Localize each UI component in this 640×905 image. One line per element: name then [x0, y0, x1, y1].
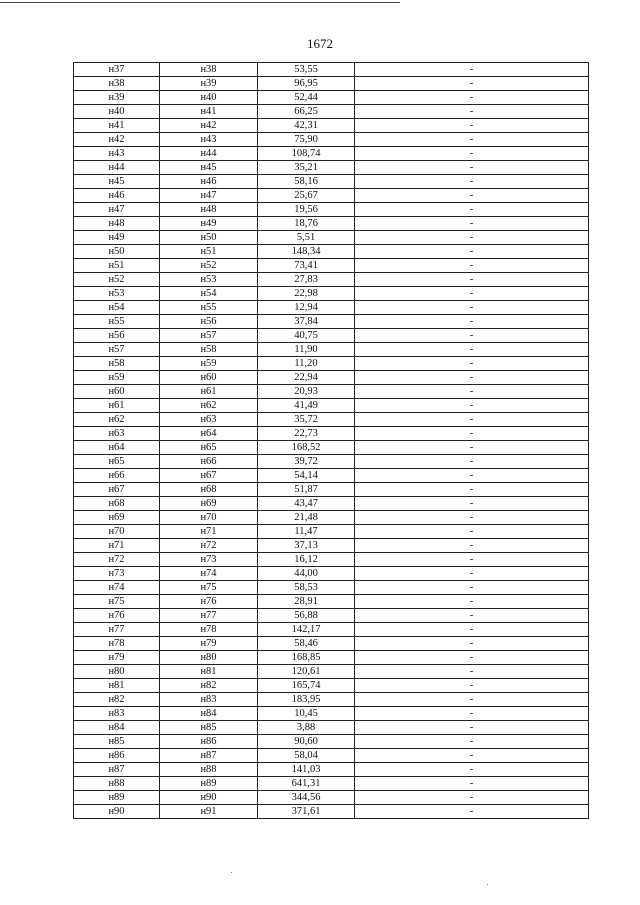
note-cell: -: [355, 441, 589, 455]
note-cell: -: [355, 189, 589, 203]
point-from-cell: н79: [74, 651, 160, 665]
point-to-cell: н39: [160, 77, 258, 91]
point-from-cell: н71: [74, 539, 160, 553]
distance-cell: 3,88: [258, 721, 355, 735]
table-row: [74, 273, 589, 287]
note-cell: -: [355, 525, 589, 539]
point-to-cell: н59: [160, 357, 258, 371]
point-from-cell: н65: [74, 455, 160, 469]
point-from-cell: н66: [74, 469, 160, 483]
point-from-cell: н87: [74, 763, 160, 777]
note-cell: -: [355, 567, 589, 581]
point-from-cell: н55: [74, 315, 160, 329]
table-row: [74, 763, 589, 777]
table-row: [74, 217, 589, 231]
table-row: [74, 441, 589, 455]
point-to-cell: н51: [160, 245, 258, 259]
boundary-points-table: [73, 62, 589, 819]
point-from-cell: н42: [74, 133, 160, 147]
note-cell: -: [355, 511, 589, 525]
table-row: [74, 413, 589, 427]
point-to-cell: н55: [160, 301, 258, 315]
table-row: [74, 805, 589, 819]
note-cell: -: [355, 623, 589, 637]
distance-cell: 58,16: [258, 175, 355, 189]
table-row: [74, 203, 589, 217]
distance-cell: 19,56: [258, 203, 355, 217]
table-row: [74, 329, 589, 343]
distance-cell: 43,47: [258, 497, 355, 511]
point-to-cell: н54: [160, 287, 258, 301]
note-cell: -: [355, 483, 589, 497]
point-from-cell: н49: [74, 231, 160, 245]
point-from-cell: н48: [74, 217, 160, 231]
point-to-cell: н64: [160, 427, 258, 441]
point-to-cell: н88: [160, 763, 258, 777]
note-cell: -: [355, 455, 589, 469]
table-row: [74, 553, 589, 567]
table-row: [74, 469, 589, 483]
point-from-cell: н70: [74, 525, 160, 539]
note-cell: -: [355, 651, 589, 665]
distance-cell: 35,21: [258, 161, 355, 175]
table-row: [74, 427, 589, 441]
distance-cell: 54,14: [258, 469, 355, 483]
distance-cell: 120,61: [258, 665, 355, 679]
distance-cell: 11,90: [258, 343, 355, 357]
table-row: [74, 679, 589, 693]
table-row: [74, 637, 589, 651]
table-row: [74, 511, 589, 525]
note-cell: -: [355, 63, 589, 77]
note-cell: -: [355, 203, 589, 217]
note-cell: -: [355, 469, 589, 483]
distance-cell: 148,34: [258, 245, 355, 259]
table-row: [74, 707, 589, 721]
note-cell: -: [355, 231, 589, 245]
distance-cell: 58,53: [258, 581, 355, 595]
point-to-cell: н65: [160, 441, 258, 455]
point-to-cell: н61: [160, 385, 258, 399]
distance-cell: 90,60: [258, 735, 355, 749]
note-cell: -: [355, 119, 589, 133]
note-cell: -: [355, 217, 589, 231]
note-cell: -: [355, 175, 589, 189]
point-from-cell: н78: [74, 637, 160, 651]
point-to-cell: н44: [160, 147, 258, 161]
distance-cell: 96,95: [258, 77, 355, 91]
note-cell: -: [355, 413, 589, 427]
distance-cell: 56,88: [258, 609, 355, 623]
distance-cell: 21,48: [258, 511, 355, 525]
distance-cell: 371,61: [258, 805, 355, 819]
point-from-cell: н39: [74, 91, 160, 105]
note-cell: -: [355, 749, 589, 763]
table-row: [74, 791, 589, 805]
table-row: [74, 371, 589, 385]
point-to-cell: н40: [160, 91, 258, 105]
distance-cell: 37,13: [258, 539, 355, 553]
table-row: [74, 623, 589, 637]
point-from-cell: н41: [74, 119, 160, 133]
table-row: [74, 189, 589, 203]
point-from-cell: н86: [74, 749, 160, 763]
top-rule: [0, 2, 400, 3]
distance-cell: 39,72: [258, 455, 355, 469]
point-to-cell: н62: [160, 399, 258, 413]
point-to-cell: н60: [160, 371, 258, 385]
note-cell: -: [355, 791, 589, 805]
table-row: [74, 721, 589, 735]
distance-cell: 51,87: [258, 483, 355, 497]
note-cell: -: [355, 763, 589, 777]
table-row: [74, 287, 589, 301]
point-from-cell: н90: [74, 805, 160, 819]
point-to-cell: н47: [160, 189, 258, 203]
point-from-cell: н47: [74, 203, 160, 217]
point-from-cell: н57: [74, 343, 160, 357]
note-cell: -: [355, 315, 589, 329]
note-cell: -: [355, 273, 589, 287]
distance-cell: 41,49: [258, 399, 355, 413]
distance-cell: 344,56: [258, 791, 355, 805]
point-from-cell: н53: [74, 287, 160, 301]
point-from-cell: н58: [74, 357, 160, 371]
table-row: [74, 63, 589, 77]
table-row: [74, 399, 589, 413]
point-to-cell: н90: [160, 791, 258, 805]
note-cell: -: [355, 287, 589, 301]
table-row: [74, 133, 589, 147]
table-row: [74, 749, 589, 763]
table-row: [74, 175, 589, 189]
note-cell: -: [355, 707, 589, 721]
point-from-cell: н61: [74, 399, 160, 413]
note-cell: -: [355, 693, 589, 707]
point-to-cell: н63: [160, 413, 258, 427]
point-to-cell: н68: [160, 483, 258, 497]
point-to-cell: н69: [160, 497, 258, 511]
point-to-cell: н77: [160, 609, 258, 623]
point-from-cell: н84: [74, 721, 160, 735]
table-row: [74, 259, 589, 273]
point-from-cell: н56: [74, 329, 160, 343]
point-to-cell: н48: [160, 203, 258, 217]
distance-cell: 58,46: [258, 637, 355, 651]
point-to-cell: н89: [160, 777, 258, 791]
point-to-cell: н42: [160, 119, 258, 133]
distance-cell: 37,84: [258, 315, 355, 329]
point-to-cell: н58: [160, 343, 258, 357]
table-row: [74, 231, 589, 245]
point-from-cell: н51: [74, 259, 160, 273]
note-cell: -: [355, 91, 589, 105]
distance-cell: 108,74: [258, 147, 355, 161]
point-to-cell: н73: [160, 553, 258, 567]
point-from-cell: н59: [74, 371, 160, 385]
distance-cell: 142,17: [258, 623, 355, 637]
note-cell: -: [355, 735, 589, 749]
point-from-cell: н38: [74, 77, 160, 91]
table-row: [74, 735, 589, 749]
point-to-cell: н50: [160, 231, 258, 245]
table-row: [74, 665, 589, 679]
table-row: [74, 609, 589, 623]
point-from-cell: н40: [74, 105, 160, 119]
note-cell: -: [355, 777, 589, 791]
distance-cell: 11,20: [258, 357, 355, 371]
point-from-cell: н81: [74, 679, 160, 693]
distance-cell: 183,95: [258, 693, 355, 707]
note-cell: -: [355, 805, 589, 819]
point-from-cell: н72: [74, 553, 160, 567]
point-from-cell: н75: [74, 595, 160, 609]
point-to-cell: н75: [160, 581, 258, 595]
point-from-cell: н77: [74, 623, 160, 637]
distance-cell: 168,52: [258, 441, 355, 455]
distance-cell: 5,51: [258, 231, 355, 245]
note-cell: -: [355, 371, 589, 385]
distance-cell: 20,93: [258, 385, 355, 399]
distance-cell: 22,94: [258, 371, 355, 385]
table-row: [74, 539, 589, 553]
point-to-cell: н70: [160, 511, 258, 525]
table-row: [74, 77, 589, 91]
point-from-cell: н45: [74, 175, 160, 189]
point-from-cell: н89: [74, 791, 160, 805]
point-to-cell: н66: [160, 455, 258, 469]
point-to-cell: н79: [160, 637, 258, 651]
distance-cell: 22,73: [258, 427, 355, 441]
note-cell: -: [355, 133, 589, 147]
distance-cell: 53,55: [258, 63, 355, 77]
point-from-cell: н50: [74, 245, 160, 259]
note-cell: -: [355, 77, 589, 91]
distance-cell: 27,83: [258, 273, 355, 287]
point-from-cell: н80: [74, 665, 160, 679]
note-cell: -: [355, 329, 589, 343]
distance-cell: 168,85: [258, 651, 355, 665]
table-row: [74, 105, 589, 119]
table-row: [74, 161, 589, 175]
note-cell: -: [355, 665, 589, 679]
point-from-cell: н37: [74, 63, 160, 77]
point-to-cell: н78: [160, 623, 258, 637]
table-row: [74, 651, 589, 665]
point-to-cell: н46: [160, 175, 258, 189]
table-row: [74, 693, 589, 707]
distance-cell: 11,47: [258, 525, 355, 539]
table-row: [74, 385, 589, 399]
page-number: 1672: [307, 36, 333, 51]
point-from-cell: н83: [74, 707, 160, 721]
table-row: [74, 315, 589, 329]
note-cell: -: [355, 147, 589, 161]
note-cell: -: [355, 581, 589, 595]
distance-cell: 35,72: [258, 413, 355, 427]
distance-cell: 52,44: [258, 91, 355, 105]
scan-speck: [231, 872, 232, 873]
point-to-cell: н67: [160, 469, 258, 483]
table-row: [74, 147, 589, 161]
point-from-cell: н85: [74, 735, 160, 749]
point-to-cell: н43: [160, 133, 258, 147]
note-cell: -: [355, 161, 589, 175]
table-row: [74, 497, 589, 511]
note-cell: -: [355, 105, 589, 119]
point-from-cell: н69: [74, 511, 160, 525]
point-to-cell: н84: [160, 707, 258, 721]
point-from-cell: н54: [74, 301, 160, 315]
point-to-cell: н53: [160, 273, 258, 287]
point-from-cell: н62: [74, 413, 160, 427]
point-to-cell: н71: [160, 525, 258, 539]
point-from-cell: н64: [74, 441, 160, 455]
table-row: [74, 343, 589, 357]
distance-cell: 58,04: [258, 749, 355, 763]
point-from-cell: н60: [74, 385, 160, 399]
note-cell: -: [355, 427, 589, 441]
point-from-cell: н43: [74, 147, 160, 161]
distance-cell: 28,91: [258, 595, 355, 609]
point-from-cell: н82: [74, 693, 160, 707]
point-to-cell: н91: [160, 805, 258, 819]
point-to-cell: н41: [160, 105, 258, 119]
distance-cell: 18,76: [258, 217, 355, 231]
note-cell: -: [355, 553, 589, 567]
distance-cell: 25,67: [258, 189, 355, 203]
table-row: [74, 581, 589, 595]
note-cell: -: [355, 301, 589, 315]
table-row: [74, 245, 589, 259]
point-from-cell: н67: [74, 483, 160, 497]
point-from-cell: н73: [74, 567, 160, 581]
distance-cell: 16,12: [258, 553, 355, 567]
point-to-cell: н81: [160, 665, 258, 679]
note-cell: -: [355, 497, 589, 511]
point-to-cell: н72: [160, 539, 258, 553]
distance-cell: 73,41: [258, 259, 355, 273]
point-to-cell: н86: [160, 735, 258, 749]
table-row: [74, 301, 589, 315]
table-row: [74, 595, 589, 609]
distance-cell: 10,45: [258, 707, 355, 721]
note-cell: -: [355, 609, 589, 623]
table-row: [74, 567, 589, 581]
point-to-cell: н56: [160, 315, 258, 329]
note-cell: -: [355, 259, 589, 273]
table-row: [74, 483, 589, 497]
distance-cell: 42,31: [258, 119, 355, 133]
point-from-cell: н52: [74, 273, 160, 287]
point-to-cell: н83: [160, 693, 258, 707]
note-cell: -: [355, 245, 589, 259]
note-cell: -: [355, 343, 589, 357]
point-from-cell: н76: [74, 609, 160, 623]
point-from-cell: н88: [74, 777, 160, 791]
point-to-cell: н76: [160, 595, 258, 609]
table-body: [74, 63, 589, 819]
point-from-cell: н63: [74, 427, 160, 441]
point-from-cell: н46: [74, 189, 160, 203]
note-cell: -: [355, 357, 589, 371]
distance-cell: 75,90: [258, 133, 355, 147]
note-cell: -: [355, 595, 589, 609]
distance-cell: 165,74: [258, 679, 355, 693]
point-to-cell: н52: [160, 259, 258, 273]
point-to-cell: н87: [160, 749, 258, 763]
note-cell: -: [355, 385, 589, 399]
point-from-cell: н44: [74, 161, 160, 175]
distance-cell: 12,94: [258, 301, 355, 315]
point-to-cell: н74: [160, 567, 258, 581]
note-cell: -: [355, 399, 589, 413]
distance-cell: 66,25: [258, 105, 355, 119]
distance-cell: 44,00: [258, 567, 355, 581]
scan-speck: [487, 884, 488, 885]
point-to-cell: н38: [160, 63, 258, 77]
note-cell: -: [355, 637, 589, 651]
note-cell: -: [355, 721, 589, 735]
point-to-cell: н45: [160, 161, 258, 175]
table-row: [74, 455, 589, 469]
point-to-cell: н57: [160, 329, 258, 343]
distance-cell: 141,03: [258, 763, 355, 777]
point-to-cell: н49: [160, 217, 258, 231]
table-row: [74, 357, 589, 371]
point-to-cell: н82: [160, 679, 258, 693]
point-from-cell: н68: [74, 497, 160, 511]
note-cell: -: [355, 539, 589, 553]
point-from-cell: н74: [74, 581, 160, 595]
table-row: [74, 119, 589, 133]
table-row: [74, 525, 589, 539]
note-cell: -: [355, 679, 589, 693]
distance-cell: 40,75: [258, 329, 355, 343]
table-row: [74, 91, 589, 105]
point-to-cell: н85: [160, 721, 258, 735]
point-to-cell: н80: [160, 651, 258, 665]
table-row: [74, 777, 589, 791]
distance-cell: 641,31: [258, 777, 355, 791]
distance-cell: 22,98: [258, 287, 355, 301]
